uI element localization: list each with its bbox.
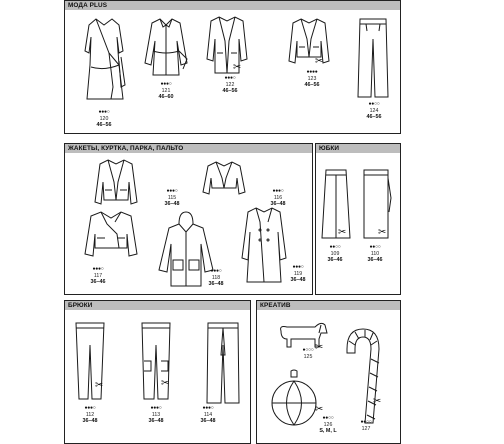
model-number: 127 — [361, 425, 371, 432]
short-blazer-illustration — [287, 17, 331, 69]
section-trousers — [64, 300, 251, 444]
item-109-label — [320, 244, 350, 264]
model-number: 117 — [93, 272, 103, 279]
size-range: 36–48 — [164, 201, 180, 207]
model-number: 120 — [99, 115, 109, 122]
section-plus — [64, 0, 401, 134]
difficulty-dots: ●●○○ — [329, 244, 341, 250]
model-number: 115 — [167, 194, 177, 201]
item-126-label — [313, 415, 343, 435]
model-number: 124 — [369, 107, 379, 114]
candy-cane-illustration — [343, 327, 383, 425]
model-number: 110 — [370, 250, 380, 257]
trousers-belt-illustration — [205, 321, 241, 405]
item-117-label — [83, 266, 113, 286]
size-range: 46–56 — [96, 122, 112, 128]
size-range: 36–48 — [270, 201, 286, 207]
difficulty-dots: ●●●● — [306, 69, 318, 75]
item-115-label — [157, 188, 187, 208]
skirt-a-illustration — [320, 168, 352, 242]
difficulty-dots: ●●●○ — [272, 188, 284, 194]
long-blazer-illustration — [205, 15, 249, 77]
model-number: 122 — [225, 81, 235, 88]
size-range: 36–46 — [327, 257, 343, 263]
scissors-icon: ✂ — [338, 227, 347, 238]
size-range: 36–46 — [90, 279, 106, 285]
scissors-icon: ✂ — [315, 56, 324, 67]
blouse-tie-illustration — [143, 17, 189, 83]
item-118-label — [201, 268, 231, 288]
ball-ornament-illustration — [269, 369, 319, 431]
difficulty-dots: ●●●○ — [224, 75, 236, 81]
section-title: ЖАКЕТЫ, КУРТКА, ПАРКА, ПАЛЬТО — [65, 144, 312, 153]
trousers-wide-illustration — [356, 17, 390, 99]
section-title: МОДА PLUS — [65, 1, 400, 10]
item-112-label — [75, 405, 105, 425]
model-number: 116 — [273, 194, 283, 201]
model-number: 113 — [151, 411, 161, 418]
difficulty-dots: ●●●○ — [160, 81, 172, 87]
scissors-icon: ✂ — [95, 380, 104, 391]
model-number: 125 — [303, 353, 313, 360]
difficulty-dots: ●●●○ — [292, 264, 304, 270]
skirt-straight-illustration — [360, 168, 392, 242]
scissors-icon: ✂ — [315, 342, 324, 353]
size-range: 36–48 — [148, 418, 164, 424]
model-number: 126 — [323, 421, 333, 428]
item-123-label — [297, 69, 327, 89]
item-121-label — [151, 81, 181, 101]
model-number: 119 — [293, 270, 303, 277]
size-range: 36–46 — [367, 257, 383, 263]
item-119-label — [283, 264, 313, 284]
size-range: 46–56 — [366, 114, 382, 120]
difficulty-dots: ●●●○ — [202, 405, 214, 411]
section-title: ЮБКИ — [316, 144, 400, 153]
scissors-icon: ✂ — [233, 62, 242, 73]
difficulty-dots: ●●●○ — [92, 266, 104, 272]
model-number: 123 — [307, 75, 317, 82]
size-range: 36–48 — [290, 277, 306, 283]
difficulty-dots: ●●●○ — [166, 188, 178, 194]
item-125-label — [293, 347, 323, 360]
section-title: БРЮКИ — [65, 301, 250, 310]
item-114-label — [193, 405, 223, 425]
item-120-label — [89, 109, 119, 129]
model-number: 109 — [330, 250, 340, 257]
item-113-label — [141, 405, 171, 425]
difficulty-dots: ●●○○ — [322, 415, 334, 421]
model-number: 112 — [85, 411, 95, 418]
cropped-jacket-illustration — [201, 160, 247, 196]
scissors-icon: ✂ — [315, 404, 324, 415]
section-skirts — [315, 143, 401, 295]
section-jackets — [64, 143, 313, 295]
model-number: 121 — [161, 87, 171, 94]
difficulty-dots: ●●○○ — [368, 101, 380, 107]
difficulty-dots: ●●●○ — [98, 109, 110, 115]
item-127-label — [351, 419, 381, 432]
model-number: 118 — [211, 274, 221, 281]
item-124-label — [359, 101, 389, 121]
size-range: 36–48 — [208, 281, 224, 287]
size-range: 36–48 — [200, 418, 216, 424]
item-110-label — [360, 244, 390, 264]
scissors-icon: ✂ — [378, 227, 387, 238]
scissors-icon: ✂ — [161, 378, 170, 389]
size-range: S, M, L — [319, 428, 337, 434]
size-range: 46–60 — [158, 94, 174, 100]
difficulty-dots: ●●●○ — [210, 268, 222, 274]
size-range: 46–56 — [304, 82, 320, 88]
item-116-label — [263, 188, 293, 208]
item-122-label — [215, 75, 245, 95]
section-creative — [256, 300, 401, 444]
difficulty-dots: ●●●○ — [150, 405, 162, 411]
biker-jacket-illustration — [83, 210, 139, 260]
size-range: 36–48 — [82, 418, 98, 424]
blazer-illustration — [93, 158, 139, 210]
difficulty-dots: ●●○○ — [360, 419, 372, 425]
trousers-cargo-illustration — [139, 321, 173, 401]
difficulty-dots: ●●○○ — [369, 244, 381, 250]
size-range: 46–56 — [222, 88, 238, 94]
dress-wrap-illustration — [79, 15, 129, 105]
section-title: КРЕАТИВ — [257, 301, 400, 310]
model-number: 114 — [203, 411, 213, 418]
coat-illustration — [239, 206, 289, 284]
difficulty-dots: ●○○○ — [302, 347, 314, 353]
difficulty-dots: ●●●○ — [84, 405, 96, 411]
scissors-icon: ✂ — [373, 396, 382, 407]
